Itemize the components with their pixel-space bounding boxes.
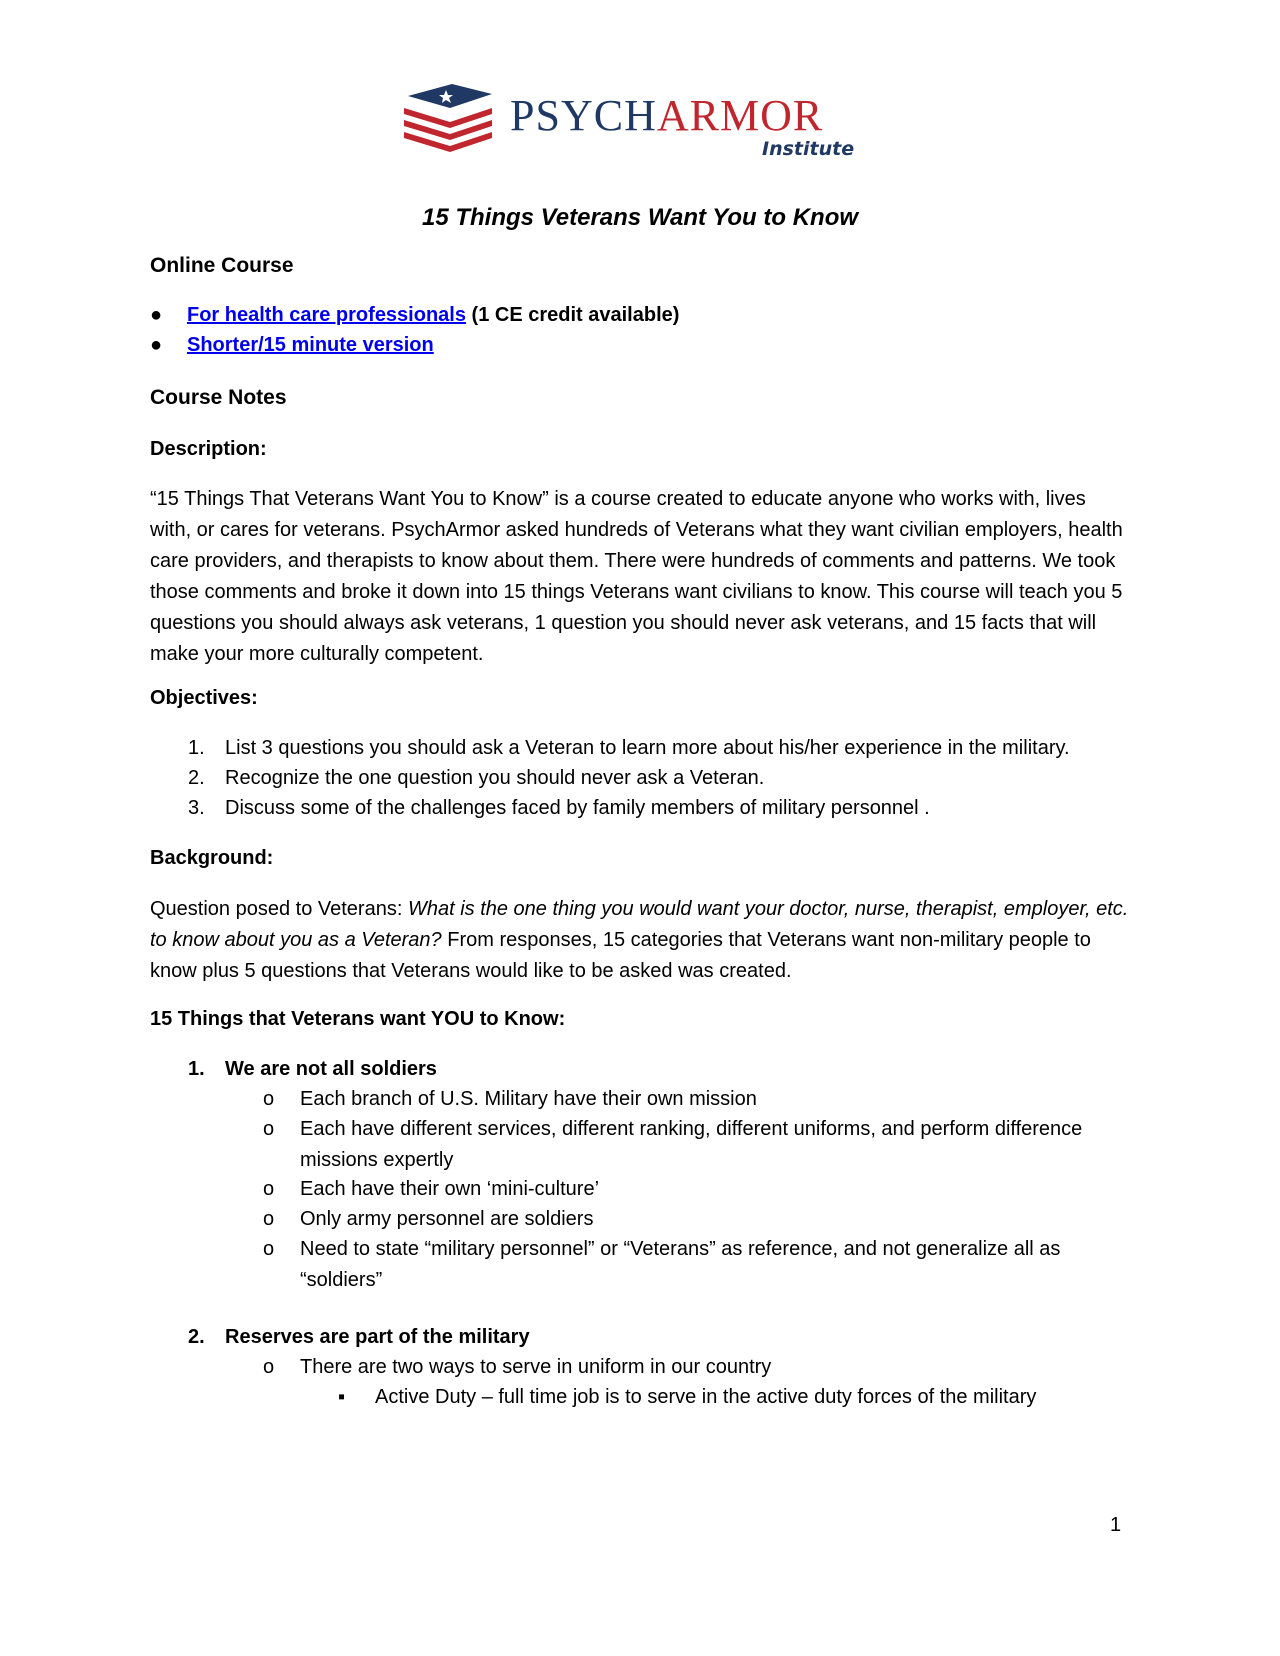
page-number: 1 (1110, 1514, 1122, 1536)
course-notes-heading: Course Notes (150, 386, 287, 409)
objectives-heading: Objectives: (150, 687, 258, 709)
document-page: PSYCHARMOR Institute 15 Things Veterans Want You to Know Online Course ● For health care professionals (1 CE credit available) ● Shorter/15 minute version Course Notes Description: “15 Things That Veterans Want You to Know” is a course created to educate anyone who works with, lives with, or cares for veterans. PsychArmor asked hundreds of Veterans what they want civilian employers, health care providers, and therapists to know about them. There were hundreds of comments and patterns. We took those comments and broke it down into 15 things Veterans want civilians to know. This course will teach you 5 questions you should always ask veterans, 1 question you should never ask veterans, and 15 facts that will make your more culturally competent. Objectives: 1. List 3 questions you should ask a Veteran to learn more about his/her experience in the military. 2. Recognize the one question you should never ask a Veteran. 3. Discuss some of the challenges faced by family members of military personnel . Background: Question posed to Veterans: What is the one thing you would want your doctor, nurse, therapist, employer, etc. to know about you as a Veteran? From responses, 15 categories that Veterans want non-military people to know plus 5 questions that Veterans would like to be asked was created. 15 Things that Veterans want YOU to Know: 1. We are not all soldiers o Each branch of U.S. Military have their own mission o Each have different services, different ranking, different uniforms, and perform difference missions expertly o Each have their own ‘mini-culture’ o Only army personnel are soldiers o Need to state “military personnel” or “Veterans” as reference, and not generalize all as “soldiers” 2. Reserves are part of the military o There are two ways to serve in uniform in our country ▪ Active Duty – full time job is to serve in the active duty forces of the military 1 (0, 0, 1280, 1656)
fifteen-things-heading: 15 Things that Veterans want YOU to Know: (150, 1008, 566, 1030)
background-text: Question posed to Veterans: What is the one thing you would want your doctor, nurse, therapist, employer, etc. to know about you as a Veteran? From responses, 15 categories that Veterans want non-military people to know plus 5 questions that Veterans would like to be asked was created. (150, 898, 1129, 982)
psycharmor-logo (400, 82, 880, 162)
stacked-flag-icon (400, 82, 500, 152)
online-course-heading: Online Course (150, 254, 294, 277)
description-text: “15 Things That Veterans Want You to Know” is a course created to educate anyone who works with, lives with, or cares for veterans. PsychArmor asked hundreds of Veterans what they want civilian employers, health care providers, and therapists to know about them. There were hundreds of comments and patterns. We took those comments and broke it down into 15 things Veterans want civilians to know. This course will teach you 5 questions you should always ask veterans, 1 question you should never ask veterans, and 15 facts that will make your more culturally competent. (150, 488, 1123, 665)
background-heading: Background: (150, 847, 274, 869)
ce-credit-note: (1 CE credit available) (465, 304, 680, 326)
document-title: 15 Things Veterans Want You to Know (421, 204, 859, 231)
description-heading: Description: (150, 438, 267, 460)
health-care-professionals-link[interactable]: For health care professionals (187, 304, 466, 326)
logo-subtitle: Institute (762, 138, 855, 160)
logo-wordmark: PSYCHARMOR (510, 91, 824, 140)
bullet-icon: ● (150, 334, 163, 356)
bullet-icon: ● (150, 304, 163, 326)
shorter-version-link[interactable]: Shorter/15 minute version (187, 334, 434, 356)
